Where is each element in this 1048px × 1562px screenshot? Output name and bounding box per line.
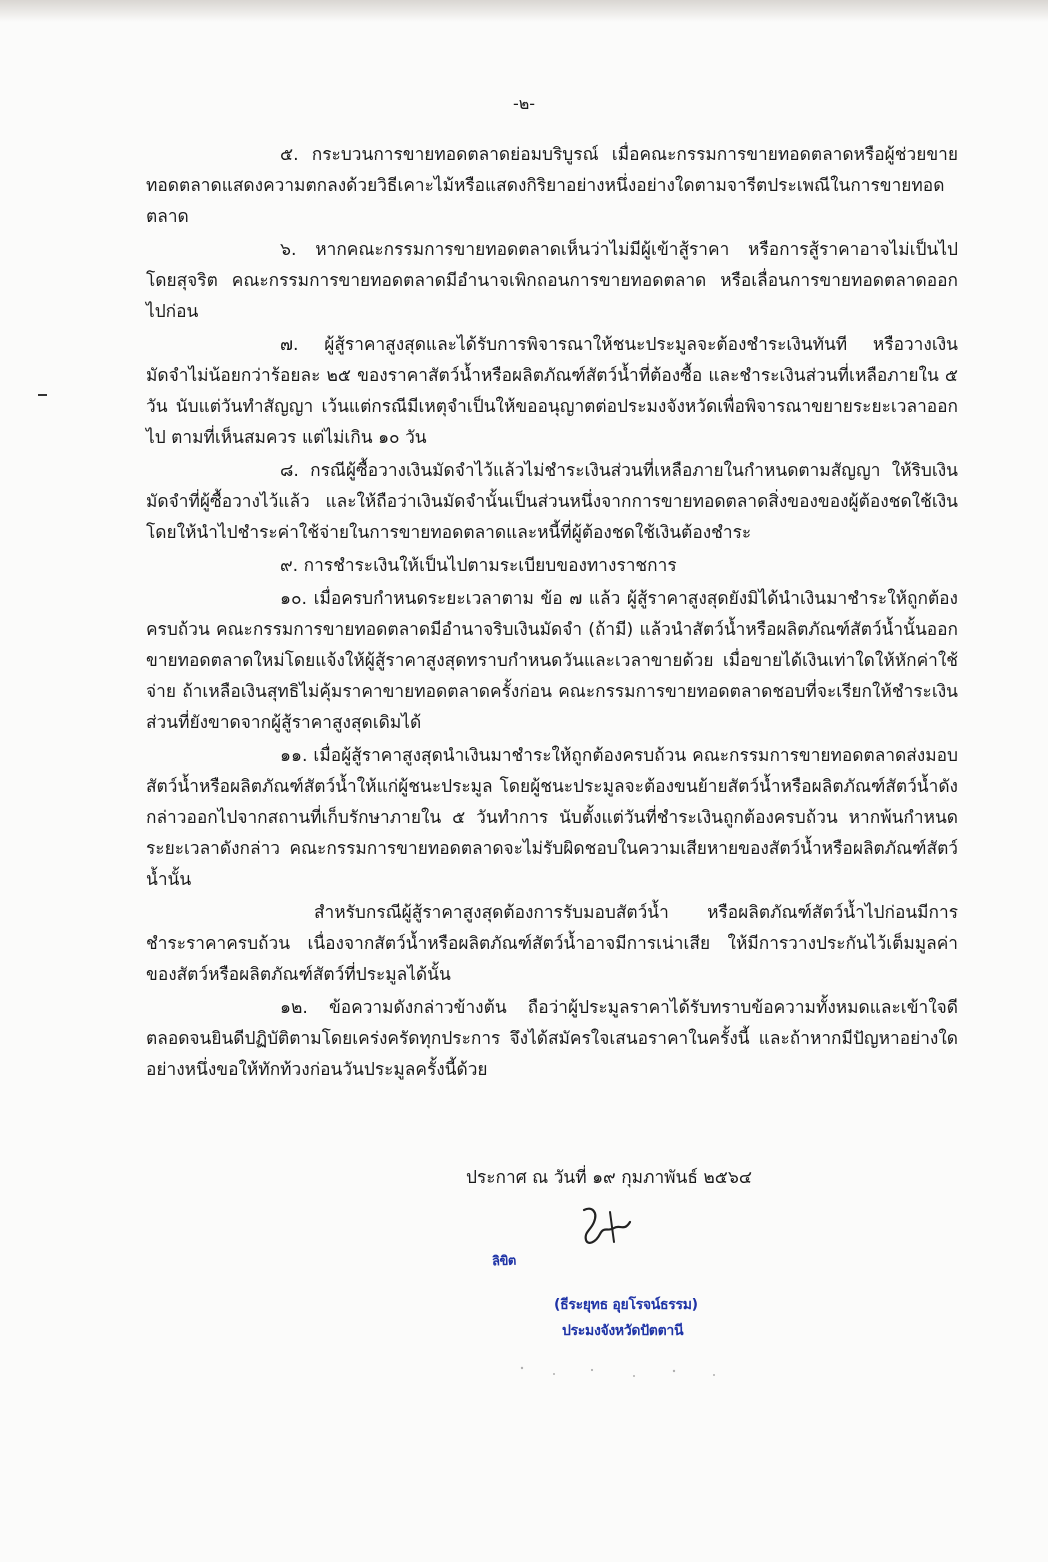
page-top-shadow xyxy=(0,0,1048,22)
signature-stamp: ลิขิต xyxy=(491,1253,517,1270)
paragraph-5: ๕. กระบวนการขายทอดตลาดย่อมบริบูรณ์ เมื่อคณะกรรมการขายทอดตลาดหรือผู้ช่วยขายทอดตลาดแสดงความตกลงด้วยวิธีเคาะไม้หรือแสดงกิริยาอย่างหนึ่งอย่างใดตามจารีตประเพณีในการขายทอดตลาด xyxy=(146,145,958,227)
handwritten-signature xyxy=(574,1202,644,1254)
scan-speckles xyxy=(514,1362,744,1384)
paragraph-11-note: สำหรับกรณีผู้สู้ราคาสูงสุดต้องการรับมอบสัตว์น้ำ หรือผลิตภัณฑ์สัตว์น้ำไปก่อนมีการชำระราคาครบถ้วน เนื่องจากสัตว์น้ำหรือผลิตภัณฑ์สัตว์น้ำอาจมีการเน่าเสีย ให้มีการวางประกันไว้เต็มมูลค่าของสัตว์หรือผลิตภัณฑ์สัตว์ที่ประมูลได้นั้น xyxy=(146,903,958,985)
paragraph-10: ๑๐. เมื่อครบกำหนดระยะเวลาตาม ข้อ ๗ แล้ว ผู้สู้ราคาสูงสุดยังมิได้นำเงินมาชำระให้ถูกต้องครบถ้วน คณะกรรมการขายทอดตลาดมีอำนาจริบเงินมัดจำ (ถ้ามี) แล้วนำสัตว์น้ำหรือผลิตภัณฑ์สัตว์น้ำนั้นออกขายทอดตลาดใหม่โดยแจ้งให้ผู้สู้ราคาสูงสุดทราบกำหนดวันและเวลาขายด้วย เมื่อขายได้เงินเท่าใดให้หักค่าใช้จ่าย ถ้าเหลือเงินสุทธิไม่คุ้มราคาขายทอดตลาดครั้งก่อน คณะกรรมการขายทอดตลาดชอบที่จะเรียกให้ชำระเงินส่วนที่ยังขาดจากผู้สู้ราคาสูงสุดเดิมได้ xyxy=(146,589,958,733)
signer-name: (ธีระยุทธ อุยโรจน์ธรรม) xyxy=(554,1297,698,1313)
signature-block xyxy=(484,1202,784,1382)
paragraph-9: ๙. การชำระเงินให้เป็นไปตามระเบียบของทางราชการ xyxy=(280,556,677,576)
signer-position: ประมงจังหวัดปัตตานี xyxy=(562,1323,684,1339)
paragraph-6: ๖. หากคณะกรรมการขายทอดตลาดเห็นว่าไม่มีผู้เข้าสู้ราคา หรือการสู้ราคาอาจไม่เป็นไปโดยสุจริต คณะกรรมการขายทอดตลาดมีอำนาจเพิกถอนการขายทอดตลาด หรือเลื่อนการขายทอดตลาดออกไปก่อน xyxy=(146,240,958,322)
announcement-date: ประกาศ ณ วันที่ ๑๙ กุมภาพันธ์ ๒๕๖๔ xyxy=(466,1168,752,1188)
document-body xyxy=(146,140,958,1088)
page-number: -๒- xyxy=(512,94,536,113)
margin-mark xyxy=(38,394,47,396)
paragraph-7: ๗. ผู้สู้ราคาสูงสุดและได้รับการพิจารณาให้ชนะประมูลจะต้องชำระเงินทันที หรือวางเงินมัดจำไม่น้อยกว่าร้อยละ ๒๕ ของราคาสัตว์น้ำหรือผลิตภัณฑ์สัตว์น้ำที่ต้องซื้อ และชำระเงินส่วนที่เหลือภายใน ๕ วัน นับแต่วันทำสัญญา เว้นแต่กรณีมีเหตุจำเป็นให้ขออนุญาตต่อประมงจังหวัดเพื่อพิจารณาขยายระยะเวลาออกไป ตามที่เห็นสมควร แต่ไม่เกิน ๑๐ วัน xyxy=(146,335,958,448)
paragraph-8: ๘. กรณีผู้ซื้อวางเงินมัดจำไว้แล้วไม่ชำระเงินส่วนที่เหลือภายในกำหนดตามสัญญา ให้ริบเงินมัดจำที่ผู้ซื้อวางไว้แล้ว และให้ถือว่าเงินมัดจำนั้นเป็นส่วนหนึ่งจากการขายทอดตลาดสิ่งของของผู้ต้องชดใช้เงินโดยให้นำไปชำระค่าใช้จ่ายในการขายทอดตลาดและหนี้ที่ผู้ต้องชดใช้เงินต้องชำระ xyxy=(146,461,958,543)
paragraph-11: ๑๑. เมื่อผู้สู้ราคาสูงสุดนำเงินมาชำระให้ถูกต้องครบถ้วน คณะกรรมการขายทอดตลาดส่งมอบสัตว์น้ำหรือผลิตภัณฑ์สัตว์น้ำให้แก่ผู้ชนะประมูล โดยผู้ชนะประมูลจะต้องขนย้ายสัตว์น้ำหรือผลิตภัณฑ์สัตว์น้ำดังกล่าวออกไปจากสถานที่เก็บรักษาภายใน ๕ วันทำการ นับตั้งแต่วันที่ชำระเงินถูกต้องครบถ้วน หากพ้นกำหนดระยะเวลาดังกล่าว คณะกรรมการขายทอดตลาดจะไม่รับผิดชอบในความเสียหายของสัตว์น้ำหรือผลิตภัณฑ์สัตว์น้ำนั้น xyxy=(146,746,958,890)
paragraph-12: ๑๒. ข้อความดังกล่าวข้างต้น ถือว่าผู้ประมูลราคาได้รับทราบข้อความทั้งหมดและเข้าใจดีตลอดจนยินดีปฏิบัติตามโดยเคร่งครัดทุกประการ จึงได้สมัครใจเสนอราคาในครั้งนี้ และถ้าหากมีปัญหาอย่างใดอย่างหนึ่งขอให้ทักท้วงก่อนวันประมูลครั้งนี้ด้วย xyxy=(146,998,958,1080)
